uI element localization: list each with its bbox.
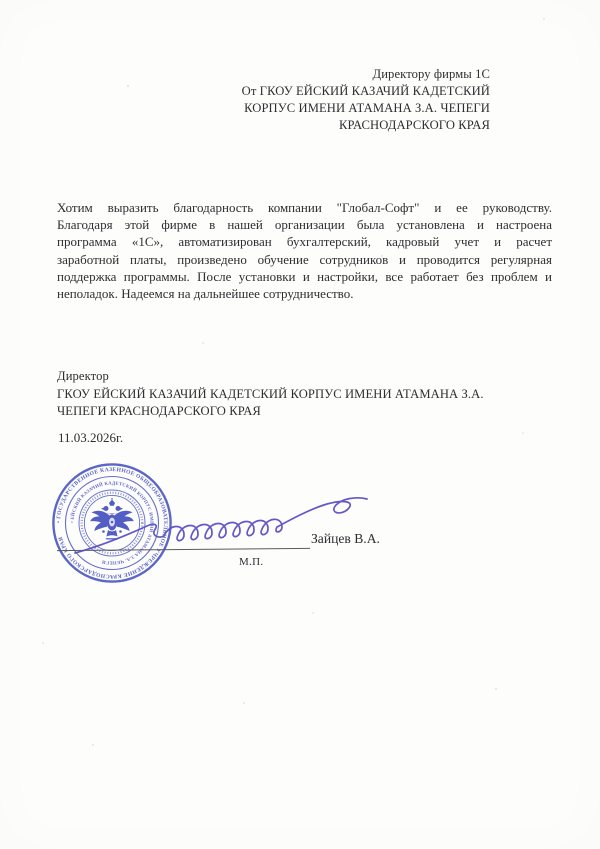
recipient-line: КРАСНОДАРСКОГО КРАЯ — [338, 118, 490, 132]
recipient-block — [242, 66, 490, 134]
stamp-inner-ring-text: • ЕЙСКИЙ КАЗАЧИЙ КАДЕТСКИЙ КОРПУС ИМЕНИ АТАМАНА З.А. ЧЕПЕГИ — [70, 481, 154, 565]
recipient-line: От ГКОУ ЕЙСКИЙ КАЗАЧИЙ КАДЕТСКИЙ — [241, 84, 490, 98]
stamp-outer-ring-text: • ГОСУДАРСТВЕННОЕ КАЗЕННОЕ ОБЩЕОБРАЗОВАТЕЛЬНОЕ УЧРЕЖДЕНИЕ КРАСНОДАРСКОГО КРАЯ — [55, 466, 169, 580]
body-line: заработной платы, произведено обучение сотрудников и проводится регулярная — [57, 251, 552, 267]
signature-block — [57, 368, 557, 421]
seal-place-mark: М.П. — [239, 556, 264, 568]
body-line: поддержка программы. После установки и настройки, все работает без проблем и — [57, 268, 552, 284]
body-line: программа «1С», автоматизирован бухгалтерский, кадровый учет и расчет — [57, 234, 552, 250]
scan-noise — [0, 0, 2, 2]
body-paragraph — [57, 199, 552, 302]
body-line: Благодаря этой фирме в нашей организации была установлена и настроена — [57, 217, 552, 233]
body-line: неполадок. Надеемся на дальнейшее сотрудничество. — [57, 286, 354, 302]
signer-name: Зайцев В.А. — [311, 531, 380, 546]
handwritten-signature — [55, 475, 395, 565]
organization-name-line: ГКОУ ЕЙСКИЙ КАЗАЧИЙ КАДЕТСКИЙ КОРПУС ИМЕНИ АТАМАНА З.А. — [57, 386, 484, 401]
signer-title: Директор — [57, 369, 109, 383]
body-line: Хотим выразить благодарность компании "Глобал-Софт" и ее руководству. — [57, 200, 552, 215]
organization-name-line: ЧЕПЕГИ КРАСНОДАРСКОГО КРАЯ — [57, 404, 261, 419]
recipient-line: КОРПУС ИМЕНИ АТАМАНА З.А. ЧЕПЕГИ — [244, 101, 490, 115]
recipient-line: Директору фирмы 1С — [372, 67, 490, 81]
letter-date: 11.03.2026г. — [58, 430, 124, 445]
